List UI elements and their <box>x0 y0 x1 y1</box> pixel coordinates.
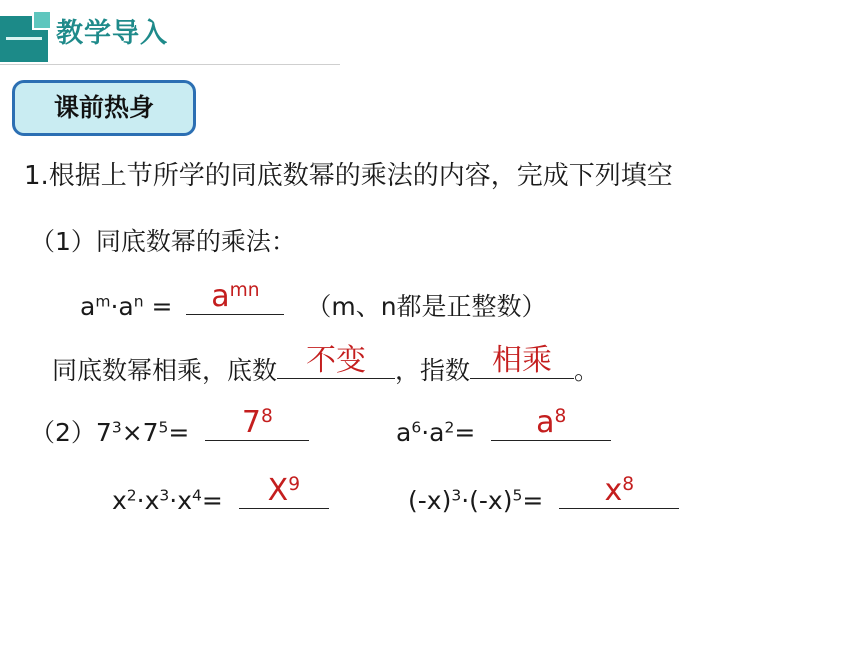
formula-base-2: a <box>118 292 134 321</box>
exercise-a-blank <box>491 405 611 441</box>
exercise-7-answer: $7^8$ <box>241 405 273 440</box>
exercise-negx-blank <box>559 473 679 509</box>
formula-condition: （m、n都是正整数） <box>306 292 547 321</box>
rule-end: 。 <box>574 356 600 385</box>
formula-answer-blank <box>186 279 284 315</box>
exercise-x-blank <box>239 473 329 509</box>
formula-answer: $a^{mn}$ <box>211 279 260 314</box>
formula-equals: = <box>151 292 173 321</box>
exercise-7-powers: $(2)7^3\times 7^5=$ $7^8$ <box>30 414 309 451</box>
rule-prefix: 同底数幂相乘，底数 <box>52 356 278 385</box>
part1-label: （1）同底数幂的乘法： <box>30 227 296 256</box>
exercise-a-powers: $a^6\cdot a^2=$ $a^8$ <box>396 414 611 451</box>
formula-base-1: a <box>80 292 96 321</box>
product-rule-statement <box>52 343 600 389</box>
exercise-7-blank <box>205 405 309 441</box>
header-logo-accent <box>32 10 52 30</box>
exercise-a-answer: $a^8$ <box>536 405 567 440</box>
rule-answer-1: 不变 <box>306 343 367 378</box>
rule-answer-2: 相乘 <box>492 343 553 378</box>
formula-dot: · <box>110 292 119 321</box>
header-divider <box>0 64 340 65</box>
product-rule-formula <box>80 279 547 325</box>
warmup-badge: 课前热身 <box>12 80 196 136</box>
section-title: 教学导入 <box>56 18 168 49</box>
formula-exp-m: m <box>95 292 111 311</box>
exercise-negx-powers: $(-x)^3\cdot(-x)^5=$ $x^8$ <box>408 482 679 519</box>
rule-mid: ，指数 <box>395 356 471 385</box>
question-text: 1.根据上节所学的同底数幂的乘法的内容，完成下列填空 <box>24 161 673 191</box>
rule-blank-1 <box>277 343 395 379</box>
exercise-negx-answer: $x^8$ <box>604 473 635 508</box>
part2-label: （2） <box>30 418 96 447</box>
formula-exp-n: n <box>133 292 144 311</box>
rule-blank-2 <box>470 343 574 379</box>
header-logo-dash <box>6 37 42 40</box>
exercise-x-answer: $X^9$ <box>267 473 301 508</box>
exercise-x-powers: $x^2\cdot x^3\cdot x^4=$ $X^9$ <box>112 482 329 519</box>
